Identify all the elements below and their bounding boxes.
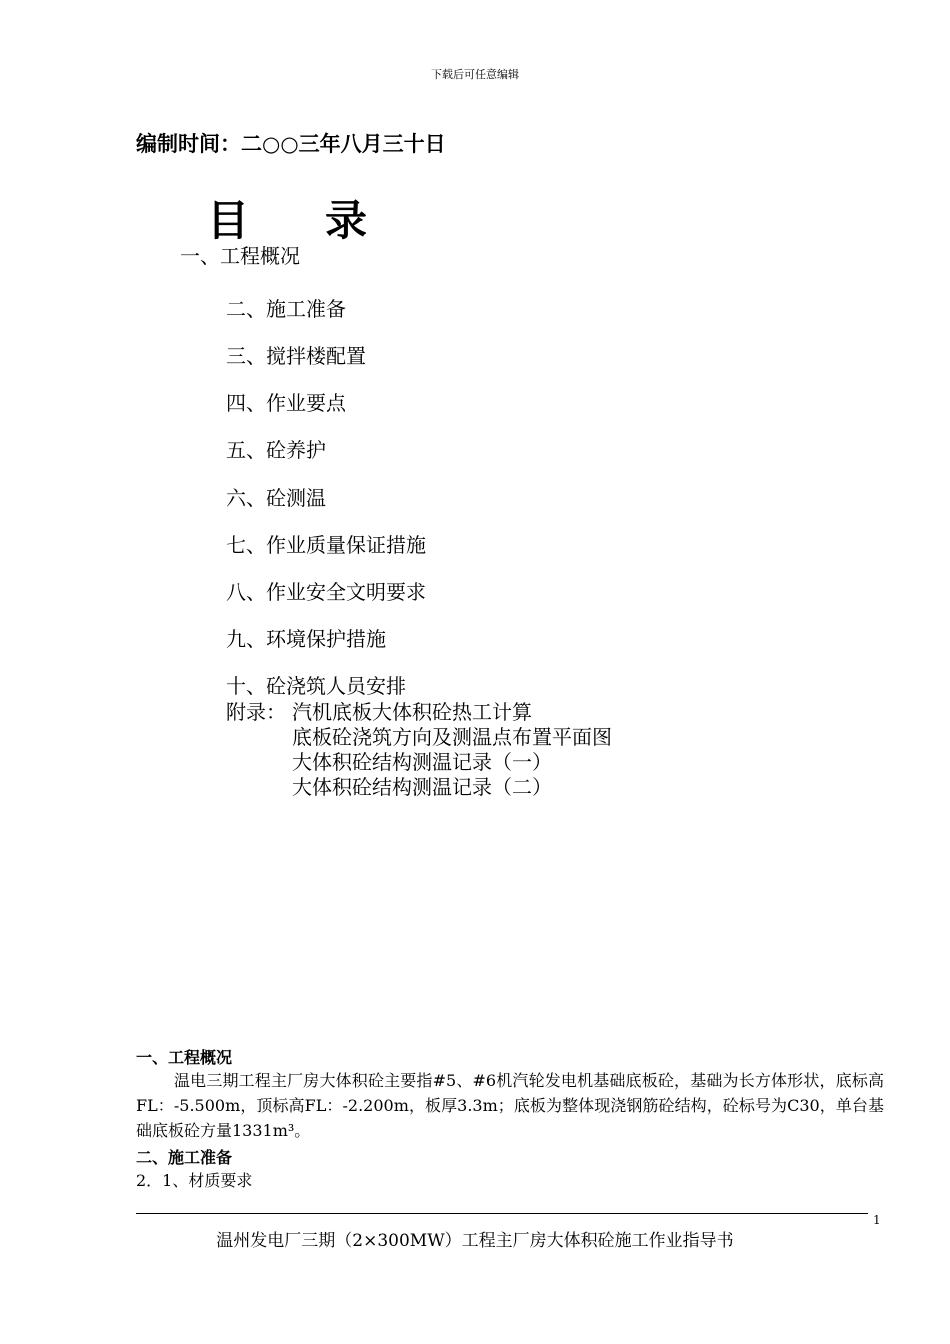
appendix-label: 附录： bbox=[226, 700, 286, 724]
toc-item: 四、作业要点 bbox=[226, 391, 346, 415]
toc-item: 九、环境保护措施 bbox=[226, 627, 386, 651]
appendix-item: 底板砼浇筑方向及测温点布置平面图 bbox=[292, 725, 612, 749]
header-note: 下载后可任意编辑 bbox=[431, 68, 519, 81]
appendix-item: 汽机底板大体积砼热工计算 bbox=[292, 700, 532, 724]
toc-item: 三、搅拌楼配置 bbox=[226, 344, 366, 368]
compile-time: 编制时间：二○○三年八月三十日 bbox=[136, 132, 446, 156]
section-body: 温电三期工程主厂房大体积砼主要指#5、#6机汽轮发电机基础底板砼，基础为长方体形状，底标高FL：-5.500m，顶标高FL：-2.200m，板厚3.3m；底板为整体现浇钢筋砼结构，砼标号为C30，单台基础底板砼方量1331m³。 bbox=[136, 1071, 884, 1140]
page-number: 1 bbox=[873, 1213, 881, 1227]
toc-title: 目录 bbox=[207, 196, 444, 245]
toc-item: 六、砼测温 bbox=[226, 486, 326, 510]
toc-item: 二、施工准备 bbox=[226, 297, 346, 321]
toc-item: 五、砼养护 bbox=[226, 438, 326, 462]
subsection-item: 2．1、材质要求 bbox=[136, 1171, 253, 1190]
toc-item: 十、砼浇筑人员安排 bbox=[226, 674, 406, 698]
appendix-item: 大体积砼结构测温记录（一） bbox=[292, 750, 552, 774]
toc-item: 一、工程概况 bbox=[180, 244, 300, 268]
section-heading: 二、施工准备 bbox=[136, 1148, 233, 1167]
footer-rule bbox=[136, 1213, 868, 1214]
appendix-item: 大体积砼结构测温记录（二） bbox=[292, 775, 552, 799]
footer-title: 温州发电厂三期（2×300MW）工程主厂房大体积砼施工作业指导书 bbox=[216, 1231, 734, 1251]
section-heading: 一、工程概况 bbox=[136, 1048, 233, 1067]
toc-item: 七、作业质量保证措施 bbox=[226, 533, 426, 557]
toc-item: 八、作业安全文明要求 bbox=[226, 580, 426, 604]
